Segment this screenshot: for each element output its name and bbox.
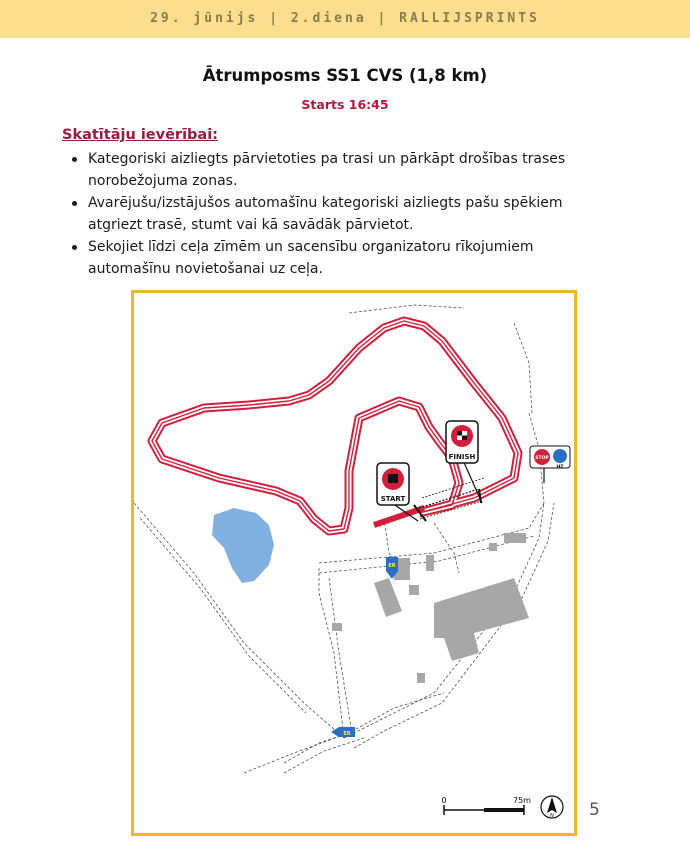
- building: [426, 555, 434, 571]
- finish-marker: [446, 421, 478, 463]
- road: [384, 518, 396, 561]
- er-sign-label: ER: [343, 731, 351, 737]
- road: [514, 323, 532, 413]
- building: [409, 585, 419, 595]
- scale-segment: [484, 808, 524, 812]
- road: [284, 733, 349, 763]
- spectators-heading: Skatītāju ievērībai:: [62, 127, 218, 143]
- start-flag-icon: [388, 474, 398, 483]
- roads: [134, 305, 554, 773]
- track-map: [131, 290, 577, 836]
- arrow-left-icon: [331, 727, 339, 737]
- road: [319, 568, 344, 738]
- buildings: [332, 533, 529, 683]
- lake: [212, 508, 274, 583]
- sign-code: HZ: [556, 465, 564, 470]
- track-start-section: [374, 508, 424, 525]
- road: [434, 523, 459, 573]
- building: [332, 623, 342, 631]
- building: [374, 578, 402, 617]
- north-label: N: [550, 813, 554, 819]
- stop-text: STOP: [535, 456, 549, 461]
- track-map-canvas: [134, 293, 574, 833]
- rule-item: Sekojiet līdzi ceļa zīmēm un sacensību organizatoru rīkojumiem automašīnu novietošanai uz ceļa.: [70, 236, 610, 280]
- road: [284, 738, 364, 773]
- building: [417, 673, 425, 683]
- er-sign-label: ER: [388, 563, 396, 569]
- checkered-flag-icon: [462, 436, 467, 441]
- checkered-flag-icon: [457, 431, 462, 436]
- service-icon: [553, 449, 567, 463]
- page-title: Ātrumposms SS1 CVS (1,8 km): [202, 66, 488, 85]
- north-arrow-icon: [541, 796, 563, 819]
- header-bar: [0, 0, 690, 38]
- rule-item: Avarējušu/izstājušos automašīnu kategoriski aizliegts pašu spēkiem atgriezt trasē, stumt vai kā savādāk pārvietot.: [70, 192, 610, 236]
- road: [140, 518, 306, 713]
- building: [504, 533, 526, 543]
- spectator-rules: [70, 148, 610, 280]
- header-text: 29. jūnijs | 2.diena | RALLIJSPRINTS: [150, 11, 540, 26]
- scale-distance: 75m: [513, 796, 531, 805]
- scale-bar: [441, 796, 531, 815]
- start-time: Starts 16:45: [301, 97, 389, 112]
- start-marker: [377, 463, 409, 505]
- building: [434, 578, 529, 661]
- scale-zero: 0: [441, 796, 447, 805]
- road: [329, 578, 352, 733]
- rule-item: Kategoriski aizliegts pārvietoties pa trasi un pārkāpt drošības trases norobežojuma zonas.: [70, 148, 610, 192]
- building: [489, 543, 497, 551]
- er-sign: [331, 727, 355, 737]
- stop-sign: [530, 446, 570, 470]
- road: [349, 305, 464, 313]
- finish-label: FINISH: [448, 453, 476, 461]
- start-label: START: [380, 495, 406, 503]
- page-number: 5: [589, 800, 600, 820]
